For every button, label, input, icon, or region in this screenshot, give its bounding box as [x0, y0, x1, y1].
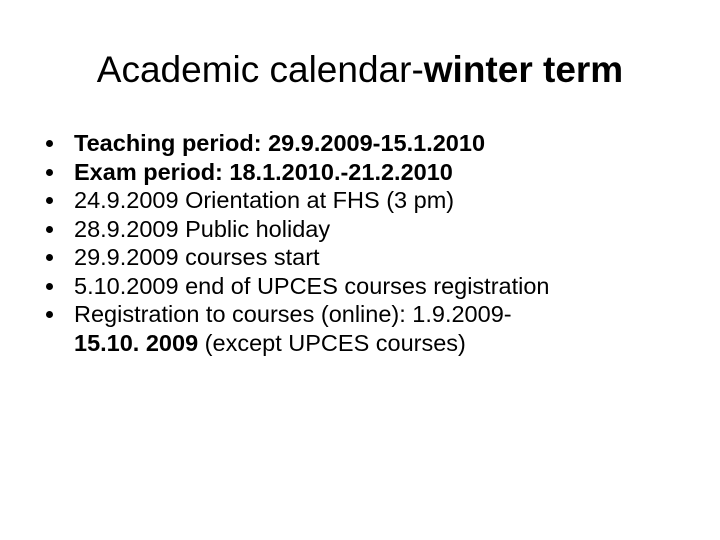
public-holiday-text: 28.9.2009 Public holiday — [74, 215, 331, 242]
bullet-dot-icon — [46, 283, 53, 290]
list-item — [46, 215, 686, 244]
list-item — [46, 300, 686, 357]
bullet-dot-icon — [46, 254, 53, 261]
exam-period-text: Exam period: 18.1.2010.-21.2.2010 — [74, 158, 453, 185]
bullet-dot-icon — [46, 226, 53, 233]
registration-note: (except UPCES courses) — [198, 329, 466, 356]
title-regular: Academic calendar- — [96, 49, 424, 90]
bullet-list — [46, 129, 686, 357]
registration-line-2 — [74, 329, 686, 358]
bullet-dot-icon — [46, 169, 53, 176]
orientation-text: 24.9.2009 Orientation at FHS (3 pm) — [74, 187, 455, 213]
bullet-dot-icon — [46, 140, 53, 147]
bullet-dot-icon — [46, 311, 53, 318]
title-bold: winter term — [423, 49, 624, 90]
registration-end-date: 15.10. 2009 — [74, 329, 199, 356]
slide-title — [0, 44, 720, 96]
courses-start-text: 29.9.2009 courses start — [74, 244, 320, 270]
list-item — [46, 158, 686, 187]
list-item — [46, 243, 686, 272]
bullet-dot-icon — [46, 197, 53, 204]
list-item — [46, 272, 686, 301]
list-item — [46, 186, 686, 215]
registration-line-1: Registration to courses (online): 1.9.2009- — [74, 301, 512, 327]
upces-registration-end-text: 5.10.2009 end of UPCES courses registration — [74, 272, 550, 299]
list-item — [46, 129, 686, 158]
teaching-period-text: Teaching period: 29.9.2009-15.1.2010 — [74, 130, 486, 156]
